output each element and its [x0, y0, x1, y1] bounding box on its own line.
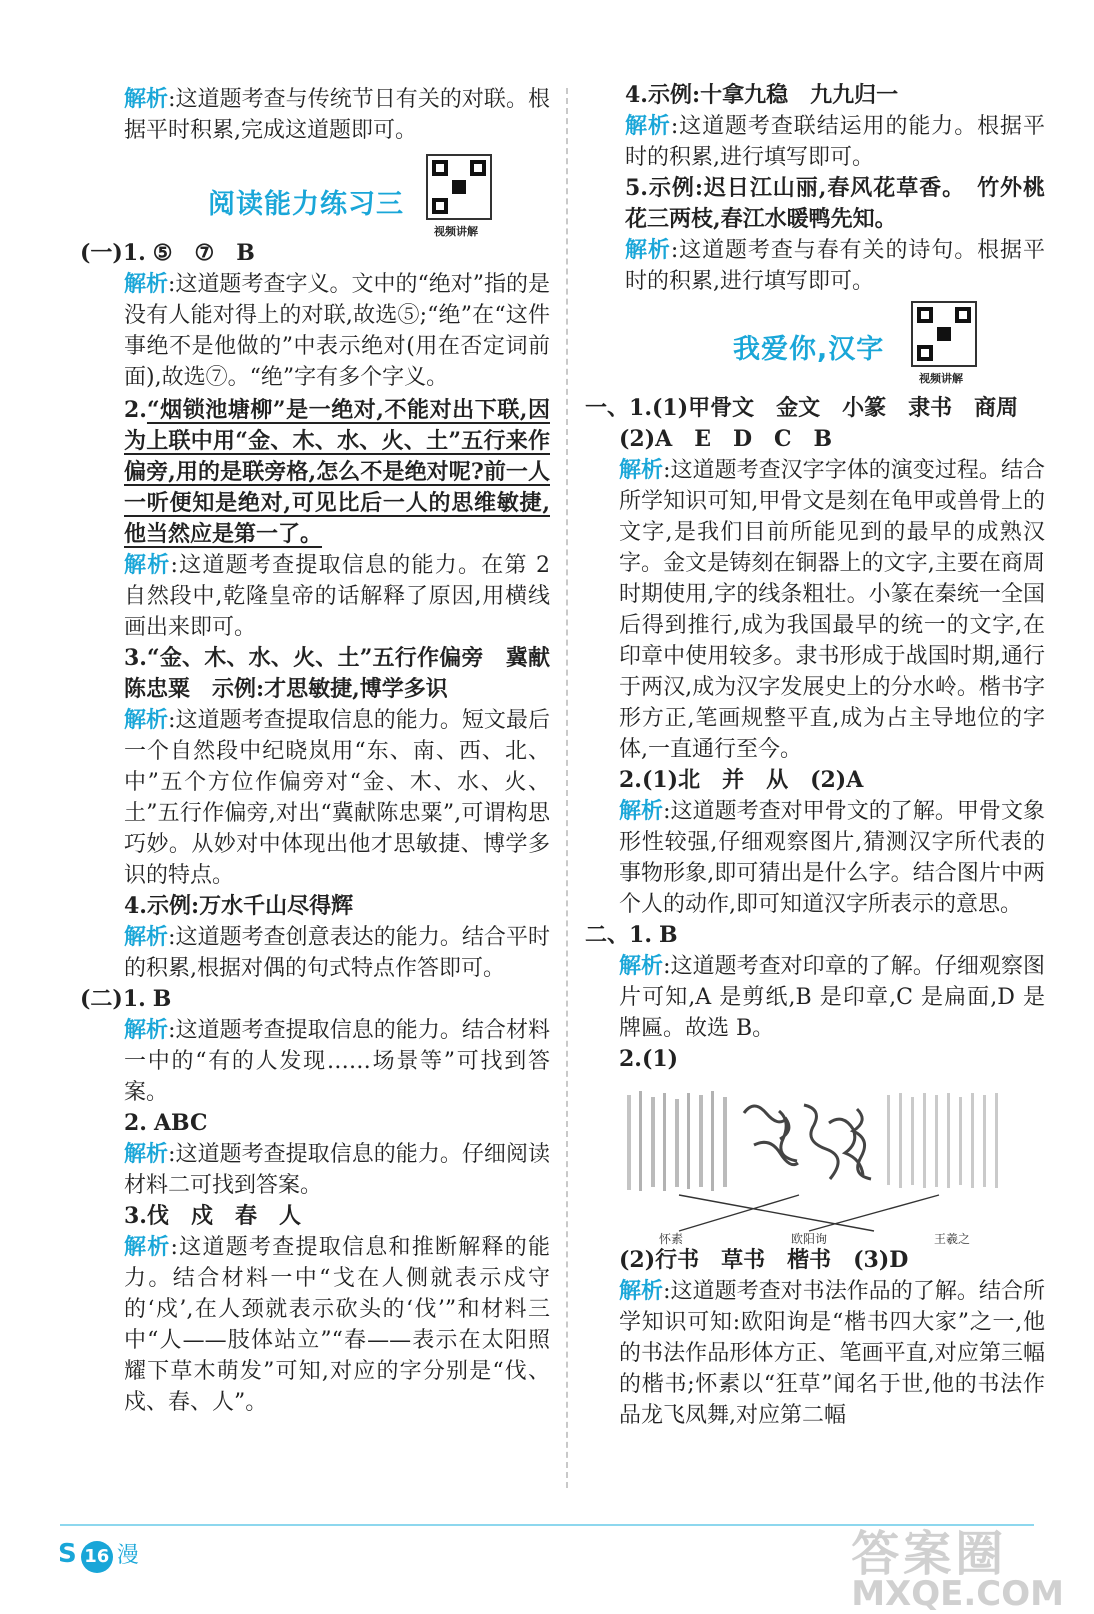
qr-caption-right: 视频讲解	[919, 372, 963, 385]
s1-q2: 2.(1)北 并 从 (2)A	[619, 767, 864, 793]
q4-right: 4.示例:十拿九稳 九九归一	[625, 82, 899, 108]
part2-q1-analysis: 解析:这道题考查提取信息的能力。结合材料一中的“有的人发现……场景等”可找到答案。	[124, 1018, 550, 1105]
s2-q1-analysis: 解析:这道题考查对印章的了解。仔细观察图片可知,A 是剪纸,B 是印章,C 是扁面,D 是牌匾。故选 B。	[619, 954, 1045, 1041]
part2-q2: 2. ABC	[124, 1110, 208, 1136]
figure-label-wangxizhi: 王羲之	[934, 1232, 971, 1245]
watermark: 答案圈 MXQE.COM	[851, 1526, 1064, 1614]
part2-q3: 3.伐 戍 春 人	[124, 1203, 301, 1229]
s1-q1: 一、1.(1)甲骨文 金文 小篆 隶书 商周	[585, 395, 1019, 421]
qr-code-icon[interactable]	[426, 154, 492, 220]
qr-caption: 视频讲解	[434, 225, 478, 238]
figure-label-ouyangxun: 欧阳询	[791, 1232, 828, 1245]
part1-q1: (一)1. ⑤ ⑦ B	[80, 240, 255, 266]
part1-q3-analysis: 解析:这道题考查提取信息的能力。短文最后一个自然段中纪晓岚用“东、南、西、北、中”五个方位作偏旁对“金、木、水、火、土”五行作偏旁,对出“冀献陈忠粟”,可谓构思巧妙。从妙对中体现出他才思敏捷、博学多识的特点。	[124, 708, 550, 888]
page-number: S 16 漫	[58, 1538, 139, 1573]
calligraphy-matching-figure	[619, 1083, 1019, 1245]
intro-analysis: 解析:这道题考查与传统节日有关的对联。根据平时积累,完成这道题即可。	[124, 87, 550, 143]
part1-q2: 2.“烟锁池塘柳”是一绝对,不能对出下联,因为上联中用“金、木、水、火、土”五行来作偏旁,用的是联旁格,怎么不是绝对呢?前一人一听便知是绝对,可见比后一人的思维敏捷,他当然应是第一了。	[124, 397, 550, 547]
right-column	[585, 80, 1045, 1431]
s1-q2-analysis: 解析:这道题考查对甲骨文的了解。甲骨文象形性较强,仔细观察图片,猜测汉字所代表的事物形象,即可猜出是什么字。结合图片中两个人的动作,即可知道汉字所表示的意思。	[619, 799, 1045, 917]
part1-q4-analysis: 解析:这道题考查创意表达的能力。结合平时的积累,根据对偶的句式特点作答即可。	[124, 925, 550, 981]
calligraphy-sample-1	[627, 1091, 727, 1191]
calligraphy-sample-2	[744, 1105, 871, 1179]
part2-q3-analysis: 解析:这道题考查提取信息和推断解释的能力。结合材料一中“戈在人侧就表示戍守的‘戍’,在人颈就表示砍头的‘伐’”和材料三中“人——肢体站立”“春——表示在太阳照耀下草木萌发”可知,对应的字分别是“伐、戍、春、人”。	[124, 1235, 550, 1415]
left-column	[80, 84, 550, 1418]
part1-q3: 3.“金、木、水、火、土”五行作偏旁 冀献陈忠粟 示例:才思敏捷,博学多识	[124, 645, 550, 702]
column-divider	[566, 88, 568, 1488]
section-heading-hanzi	[585, 297, 1045, 393]
s2-q2-analysis: 解析:这道题考查对书法作品的了解。结合所学知识可知:欧阳询是“楷书四大家”之一,他的书法作品形体方正、笔画平直,对应第三幅的楷书;怀素以“狂草”闻名于世,他的书法作品龙飞凤舞,对应第二幅	[619, 1279, 1045, 1428]
calligraphy-sample-3	[887, 1093, 998, 1188]
s1-q1-sub: (2)A E D C B	[619, 426, 833, 452]
calligraphy-figure-svg	[619, 1083, 1019, 1245]
s2-q2: 2.(1)	[619, 1046, 679, 1072]
part1-q1-analysis: 解析:这道题考查字义。文中的“绝对”指的是没有人能对得上的对联,故选⑤;“绝”在“这件事绝不是他做的”中表示绝对(用在否定词前面),故选⑦。“绝”字有多个字义。	[124, 272, 550, 390]
part1-q4: 4.示例:万水千山尽得辉	[124, 893, 354, 919]
part2-q1: (二)1. B	[80, 986, 172, 1012]
section-heading-reading	[80, 146, 550, 238]
section-title-hanzi: 我爱你,汉字	[733, 334, 885, 365]
part2-q2-analysis: 解析:这道题考查提取信息的能力。仔细阅读材料二可找到答案。	[124, 1142, 550, 1198]
part1-q2-analysis: 解析:这道题考查提取信息的能力。在第 2 自然段中,乾隆皇帝的话解释了原因,用横线画出来即可。	[124, 553, 550, 640]
s2-q1: 二、1. B	[585, 922, 678, 948]
section-title: 阅读能力练习三	[208, 189, 404, 220]
qr-code-icon[interactable]	[911, 301, 977, 367]
q5-right-analysis: 解析:这道题考查与春有关的诗句。根据平时的积累,进行填写即可。	[625, 238, 1045, 294]
page-number-badge: 16	[81, 1541, 113, 1573]
q5-right: 5.示例:迟日江山丽,春风花草香。 竹外桃花三两枝,春江水暖鸭先知。	[625, 175, 1045, 232]
s1-q1-analysis: 解析:这道题考查汉字字体的演变过程。结合所学知识可知,甲骨文是刻在龟甲或兽骨上的文字,是我们目前所能见到的最早的成熟汉字。金文是铸刻在铜器上的文字,主要在商周时期使用,字的线条粗壮。小篆在秦统一全国后得到推行,成为我国最早的统一的文字,在印章中使用较多。隶书形成于战国时期,通行于两汉,成为汉字发展史上的分水岭。楷书字形方正,笔画规整平直,成为占主导地位的字体,一直通行至今。	[619, 458, 1045, 762]
figure-label-huaisu: 怀素	[659, 1232, 684, 1245]
matching-lines	[679, 1195, 939, 1231]
s2-q2-sub: (2)行书 草书 楷书 (3)D	[619, 1247, 909, 1273]
q4-right-analysis: 解析:这道题考查联结运用的能力。根据平时的积累,进行填写即可。	[625, 114, 1045, 170]
